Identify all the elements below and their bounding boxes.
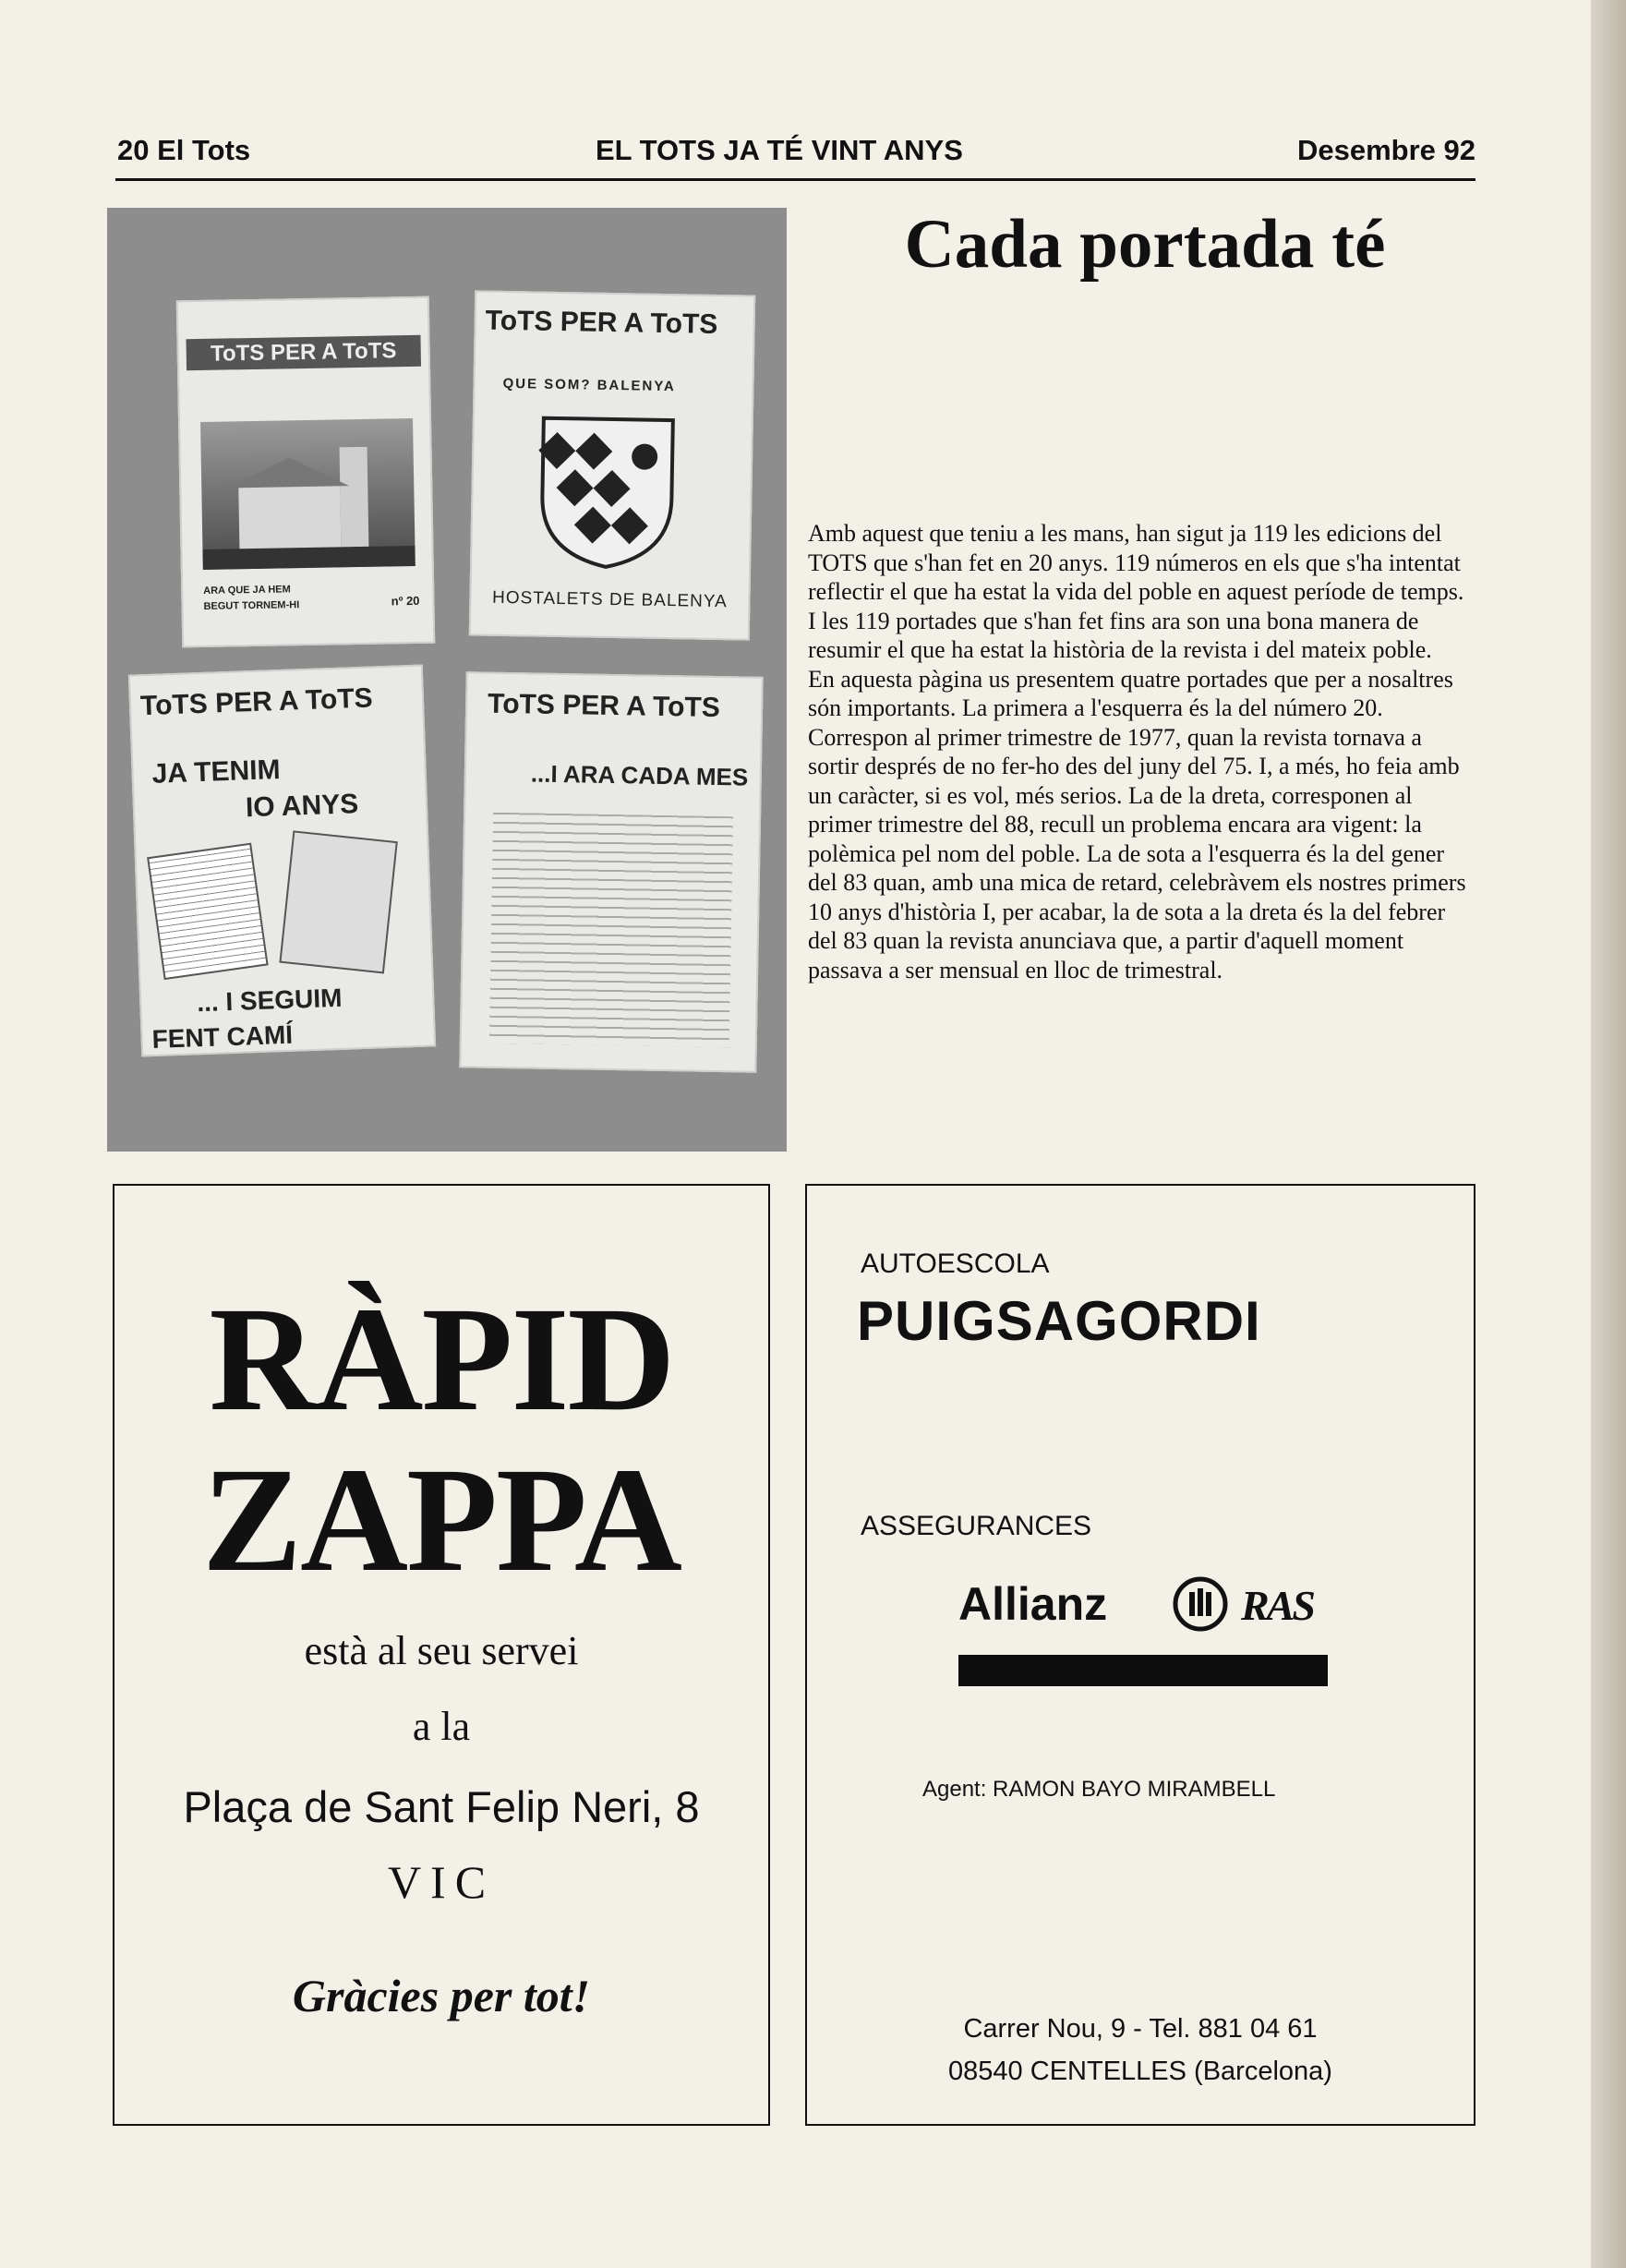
cover-title: ToTS PER A ToTS [186,335,421,370]
ad-agent: Agent: RAMON BAYO MIRAMBELL [922,1777,1276,1802]
covers-photo [107,208,787,1152]
allianz-logo-text: Allianz [958,1578,1108,1630]
cover-number-20 [176,296,436,648]
page-header [115,134,1475,181]
ad-name-line-2: ZAPPA [202,1438,681,1603]
cover-photo-church [200,418,416,570]
cover-line-2: IO ANYS [245,789,359,824]
ras-logo: RAS [1241,1582,1313,1629]
page-spine [1591,0,1626,2268]
ad-rapid-zappa [113,1184,770,2126]
coat-of-arms-icon [536,414,678,573]
calendar-grid [489,813,733,1047]
cover-title: ToTS PER A ToTS [487,688,721,724]
cover-caption: ARA QUE JA HEM BEGUT TORNEM-HI [203,584,300,612]
ad-address: Plaça de Sant Felip Neri, 8 [183,1782,700,1831]
cover-balenya [469,290,755,640]
allianz-eagle-icon [1172,1575,1229,1633]
cover-title: ToTS PER A ToTS [485,305,718,340]
ad-name: PUIGSAGORDI [857,1290,1261,1352]
article-body [808,519,1475,984]
mini-cover-2 [279,830,397,973]
ad-line-1: està al seu servei [304,1628,579,1673]
issue-date: Desembre 92 [1296,134,1475,166]
ad-label-assegurances: ASSEGURANCES [861,1511,1092,1541]
cover-text: QUE SOM? BALENYA [502,375,676,395]
cover-title: ToTS PER A ToTS [139,682,374,722]
section-title: EL TOTS JA TÉ VINT ANYS [596,134,963,166]
cover-line-3: ... I SEGUIM [196,983,343,1018]
black-bar [958,1655,1328,1686]
ad-city: 08540 CENTELLES (Barcelona) [948,2057,1332,2086]
ad-thanks: Gràcies per tot! [292,1970,591,2021]
article-paragraph: Amb aquest que teniu a les mans, han sigut ja 119 les edicions del TOTS que s'han fet en 20 anys. 119 números en els que s'ha intentat reflectir el que ha estat la vida del poble en aquest període de temps. I les 119 portades que s'han fet fins ara son una bona manera de resumir el que ha estat la història de la revista i del mateix poble. [808,520,1464,663]
cover-line-4: FENT CAMÍ [151,1019,294,1055]
ad-city: VIC [387,1856,496,1908]
cover-footer: HOSTALETS DE BALENYA [491,587,728,612]
cover-mensual [459,671,763,1073]
ad-address: Carrer Nou, 9 - Tel. 881 04 61 [963,2014,1318,2044]
ad-label-autoescola: AUTOESCOLA [861,1249,1050,1279]
ad-name-line-1: RÀPID [209,1277,674,1442]
article-headline: Cada portada té [904,206,1386,283]
cover-line-1: JA TENIM [151,754,282,790]
cover-10-anys [128,665,436,1057]
ad-puigsagordi [805,1184,1475,2126]
cover-number: nº 20 [391,593,420,609]
page-number: 20 El Tots [117,134,251,166]
ad-line-2: a la [412,1704,471,1749]
article-paragraph: En aquesta pàgina us presentem quatre portades que per a nosaltres són importants. La primera a l'esquerra és la del número 20. Correspon al primer trimestre de 1977, quan la revista tornava a sortir després de no fer-ho des del juny del 75. I, a més, ho feia amb un caràcter, si es vol, més serios. La de la dreta, corresponen al primer trimestre del 88, recull un problema encara ara vigent: la polèmica pel nom del poble. La de sota a l'esquerra és la del gener del 83 quan, amb una mica de retard, celebràvem els nostres primers 10 anys d'història I, per acabar, la de sota a la dreta és la del febrer del 83 quan la revista anunciava que, a partir d'aquell moment passava a ser mensual en lloc de trimestral. [808,665,1466,983]
mini-cover-1 [147,843,269,981]
cover-subtitle: ...I ARA CADA MES [530,759,749,791]
